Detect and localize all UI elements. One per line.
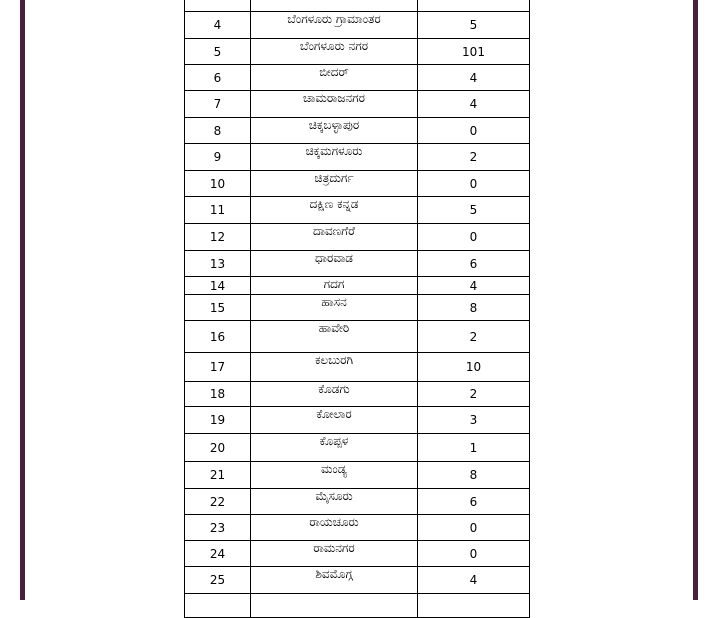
row-number-cell: 8 [185,118,251,144]
table-row [185,197,530,224]
district-name-cell [251,0,418,12]
district-name-cell: ಕೋಲಾರ [251,407,418,434]
district-name-cell: ಧಾರವಾಡ [251,251,418,277]
table-row [185,321,530,353]
table-row [185,541,530,567]
row-number-cell: 18 [185,382,251,407]
row-number-cell: 21 [185,462,251,489]
case-count-cell: 1 [418,434,530,462]
district-name-cell: ಹಾವೇರಿ [251,321,418,353]
district-name-cell: ಹಾಸನ [251,295,418,321]
row-number-cell: 12 [185,224,251,251]
table-row [185,0,530,12]
table-row [185,295,530,321]
row-number-cell: 25 [185,567,251,594]
row-number-cell: 9 [185,144,251,171]
table-row [185,12,530,39]
row-number-cell [185,0,251,12]
table-row [185,434,530,462]
row-number-cell: 20 [185,434,251,462]
table-row [185,515,530,541]
row-number-cell: 5 [185,39,251,65]
district-name-cell: ಬೆಂಗಳೂರು ಗ್ರಾಮಾಂತರ [251,12,418,39]
case-count-cell: 6 [418,251,530,277]
case-count-cell [418,594,530,618]
district-name-cell: ದಕ್ಷಿಣ ಕನ್ನಡ [251,197,418,224]
district-name-cell: ದಾವಣಗೆರೆ [251,224,418,251]
table-row [185,567,530,594]
case-count-cell: 5 [418,197,530,224]
district-name-cell: ಶಿವಮೊಗ್ಗ [251,567,418,594]
row-number-cell: 19 [185,407,251,434]
table-row [185,144,530,171]
table-row [185,91,530,118]
table-row [185,171,530,197]
district-name-cell: ಗದಗ [251,277,418,295]
case-count-cell: 0 [418,118,530,144]
case-count-cell: 3 [418,407,530,434]
district-name-cell: ಕೊಡಗು [251,382,418,407]
district-name-cell: ರಾಮನಗರ [251,541,418,567]
case-count-cell: 10 [418,353,530,382]
case-count-cell: 4 [418,65,530,91]
case-count-cell: 0 [418,171,530,197]
row-number-cell: 14 [185,277,251,295]
district-name-cell: ಬೆಂಗಳೂರು ನಗರ [251,39,418,65]
case-count-cell: 0 [418,224,530,251]
page-frame-right-border [693,0,698,600]
case-count-cell: 0 [418,541,530,567]
table-row [185,224,530,251]
case-count-cell: 8 [418,462,530,489]
case-count-cell [418,0,530,12]
table-row [185,277,530,295]
case-count-cell: 2 [418,382,530,407]
case-count-cell: 8 [418,295,530,321]
table-row [185,462,530,489]
table-row [185,65,530,91]
case-count-cell: 2 [418,144,530,171]
district-name-cell: ರಾಯಚೂರು [251,515,418,541]
district-name-cell: ಚಿಕ್ಕಬಳ್ಳಾಪುರ [251,118,418,144]
case-count-cell: 4 [418,567,530,594]
case-count-cell: 5 [418,12,530,39]
district-name-cell: ಚಾಮರಾಜನಗರ [251,91,418,118]
table-row [185,251,530,277]
case-count-cell: 101 [418,39,530,65]
table-row [185,594,530,618]
row-number-cell: 23 [185,515,251,541]
page-frame-left-border [20,0,25,600]
district-name-cell: ಕೊಪ್ಪಳ [251,434,418,462]
district-name-cell: ಮೈಸೂರು [251,489,418,515]
table-row [185,39,530,65]
table-body [185,0,530,618]
row-number-cell: 6 [185,65,251,91]
row-number-cell: 10 [185,171,251,197]
table-row [185,489,530,515]
district-name-cell: ಮಂಡ್ಯ [251,462,418,489]
row-number-cell: 15 [185,295,251,321]
district-name-cell: ಬೀದರ್ [251,65,418,91]
row-number-cell: 4 [185,12,251,39]
district-name-cell: ಚಿತ್ರದುರ್ಗ [251,171,418,197]
row-number-cell: 16 [185,321,251,353]
case-count-cell: 2 [418,321,530,353]
row-number-cell: 24 [185,541,251,567]
district-name-cell: ಚಿಕ್ಕಮಗಳೂರು [251,144,418,171]
case-count-cell: 4 [418,91,530,118]
table-row [185,118,530,144]
row-number-cell: 11 [185,197,251,224]
case-count-cell: 4 [418,277,530,295]
case-count-cell: 0 [418,515,530,541]
district-name-cell: ಕಲಬುರಗಿ [251,353,418,382]
table-row [185,407,530,434]
table-row [185,382,530,407]
row-number-cell: 17 [185,353,251,382]
row-number-cell: 22 [185,489,251,515]
district-name-cell [251,594,418,618]
row-number-cell: 13 [185,251,251,277]
case-count-cell: 6 [418,489,530,515]
district-cases-table [184,0,530,618]
table-row [185,353,530,382]
row-number-cell [185,594,251,618]
row-number-cell: 7 [185,91,251,118]
